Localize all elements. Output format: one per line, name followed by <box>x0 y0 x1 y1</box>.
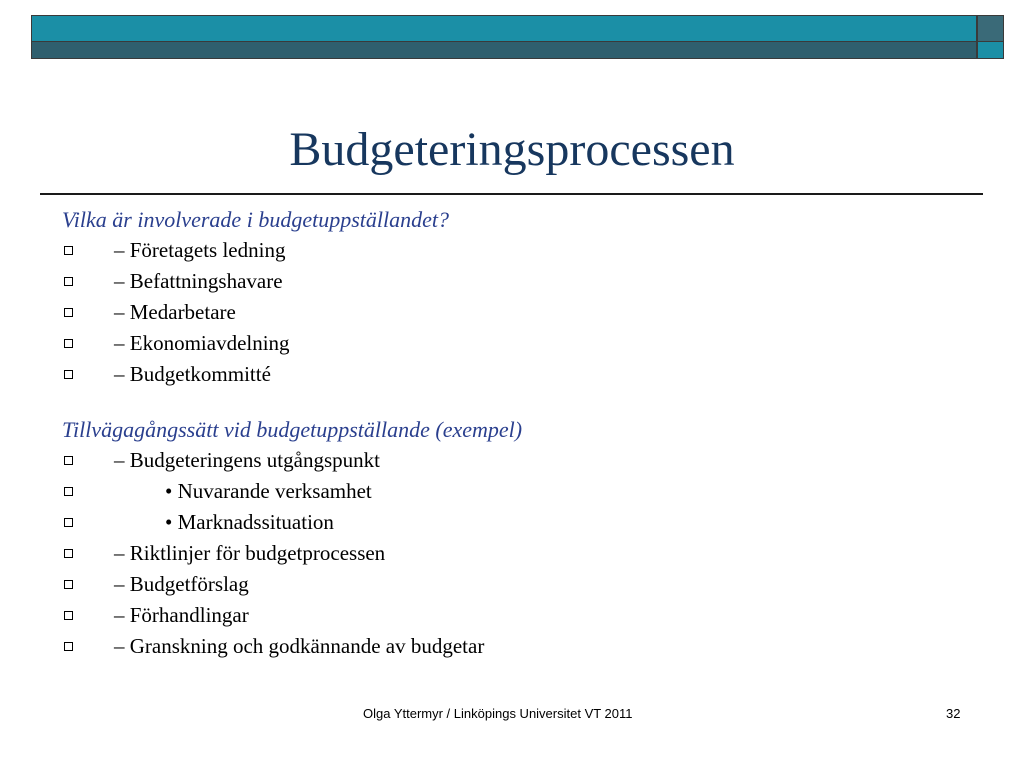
section-heading: Tillvägagångssätt vid budgetuppställande (exempel) <box>62 417 523 442</box>
hollow-square-bullet-icon <box>64 487 73 496</box>
hollow-square-bullet-icon <box>64 549 73 558</box>
list-item-text: – Budgetförslag <box>114 572 249 596</box>
list-item <box>62 297 982 328</box>
list-item <box>62 476 982 507</box>
hollow-square-bullet-icon <box>64 642 73 651</box>
section-heading: Vilka är involverade i budgetuppställandet? <box>62 207 449 232</box>
header-bar-top <box>31 15 977 42</box>
hollow-square-bullet-icon <box>64 518 73 527</box>
hollow-square-bullet-icon <box>64 308 73 317</box>
list-item-text: – Budgeteringens utgångspunkt <box>114 448 380 472</box>
list-item <box>62 328 982 359</box>
slide-title: Budgeteringsprocessen <box>289 123 735 176</box>
hollow-square-bullet-icon <box>64 246 73 255</box>
hollow-square-bullet-icon <box>64 580 73 589</box>
list-item <box>62 631 982 662</box>
header-square-bottom <box>977 42 1004 59</box>
list-item-text: – Granskning och godkännande av budgetar <box>114 634 485 658</box>
list-item-text: • Marknadssituation <box>165 510 334 534</box>
hollow-square-bullet-icon <box>64 277 73 286</box>
list-item-text: • Nuvarande verksamhet <box>165 479 372 503</box>
header-square-top <box>977 15 1004 42</box>
list-item-text: – Budgetkommitté <box>114 362 271 386</box>
slide-content <box>62 205 982 662</box>
list-item-text: – Förhandlingar <box>114 603 249 627</box>
footer-text: Olga Yttermyr / Linköpings Universitet VT 2011 <box>363 706 633 721</box>
hollow-square-bullet-icon <box>64 370 73 379</box>
list-item-text: – Befattningshavare <box>114 269 283 293</box>
hollow-square-bullet-icon <box>64 456 73 465</box>
list-item-text: – Ekonomiavdelning <box>114 331 290 355</box>
list-item <box>62 600 982 631</box>
list-item <box>62 359 982 390</box>
list-item <box>62 445 982 476</box>
header-bar-bottom <box>31 42 977 59</box>
list-item <box>62 538 982 569</box>
list-item <box>62 266 982 297</box>
title-divider <box>40 193 983 195</box>
hollow-square-bullet-icon <box>64 611 73 620</box>
list-item <box>62 569 982 600</box>
list-item-text: – Företagets ledning <box>114 238 286 262</box>
list-item <box>62 235 982 266</box>
page-number: 32 <box>946 706 961 721</box>
hollow-square-bullet-icon <box>64 339 73 348</box>
section-spacer <box>62 390 982 415</box>
list-item-text: – Riktlinjer för budgetprocessen <box>114 541 386 565</box>
list-item <box>62 507 982 538</box>
list-item-text: – Medarbetare <box>114 300 236 324</box>
